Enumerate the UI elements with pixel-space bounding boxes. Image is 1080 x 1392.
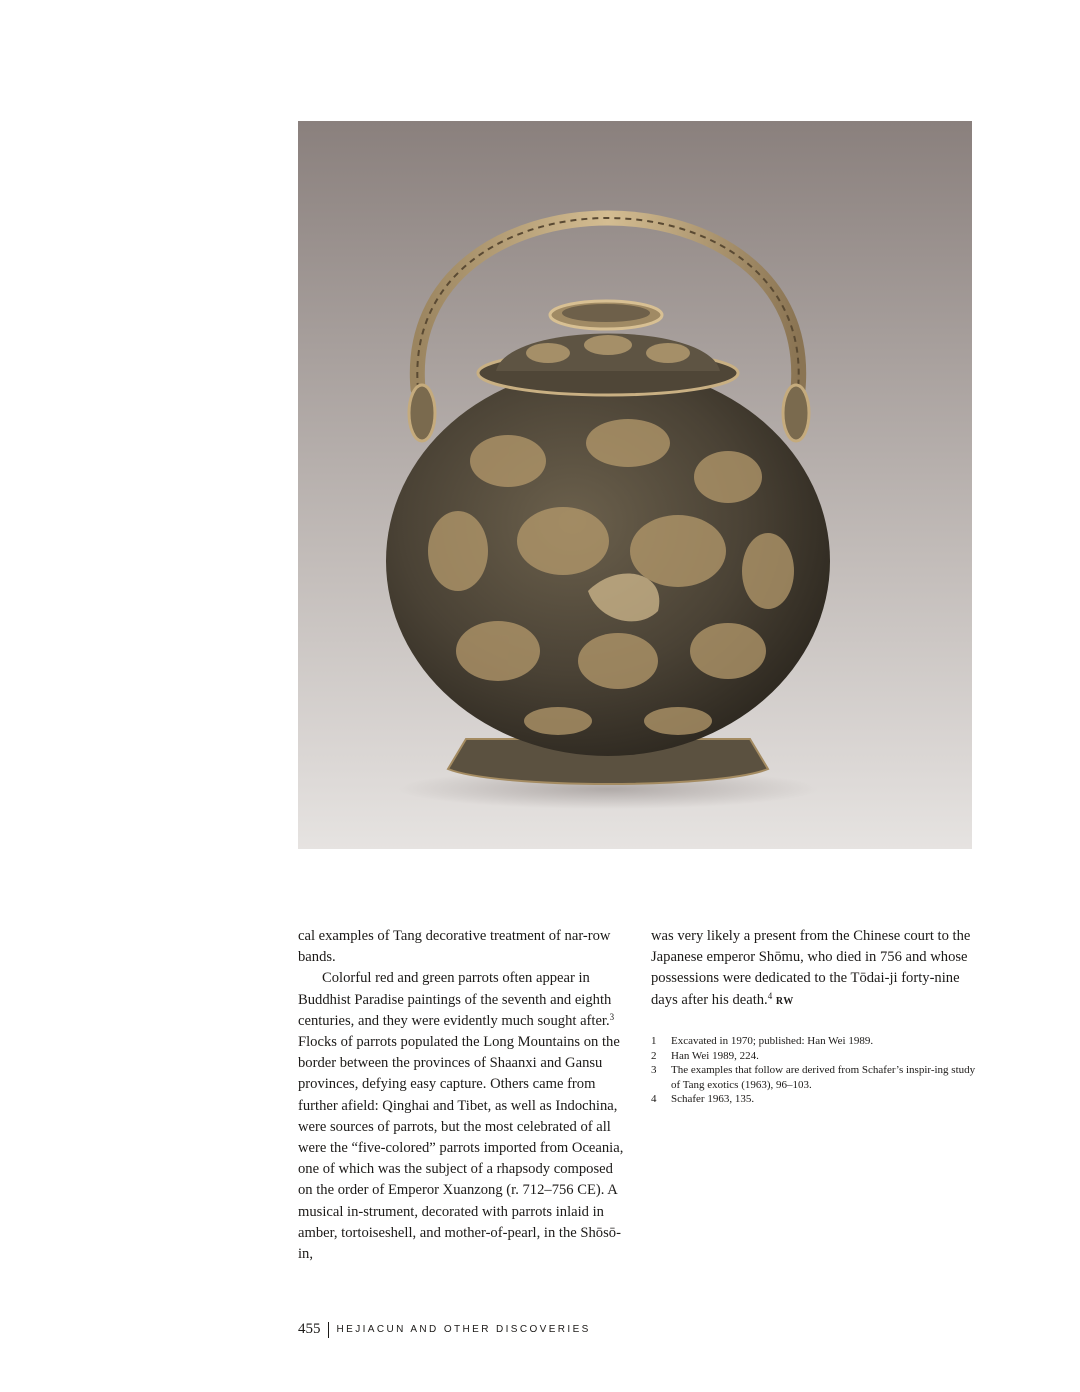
footnote-text: Schafer 1963, 135.: [671, 1093, 755, 1106]
footnote-item: [651, 1063, 977, 1092]
left-paragraph-2: [298, 968, 624, 1265]
jar-photograph: [298, 121, 972, 849]
footnote-item: [651, 1092, 977, 1107]
running-head: HEJIACUN AND OTHER DISCOVERIES: [336, 1324, 591, 1335]
author-signature: RW: [775, 995, 794, 1007]
footnote-number: 4: [651, 1093, 657, 1106]
footnote-item: [651, 1049, 977, 1064]
footnote-number: 3: [651, 1064, 657, 1077]
right-paragraph-1-text: was very likely a present from the Chinese court to the Japanese emperor Shōmu, who died in 756 and whose possessions were dedicated to the Tōdai-ji forty-nine days after his death.: [651, 928, 971, 1008]
footnote-item: [651, 1034, 977, 1049]
lid-knob-opening: [562, 304, 650, 322]
footnote-text: The examples that follow are derived from Schafer’s inspir-ing study of Tang exotics (1963), 96–103.: [671, 1064, 976, 1091]
left-paragraph-1: cal examples of Tang decorative treatment of nar-row bands.: [298, 928, 611, 966]
footnote-ref-4: 4: [767, 990, 773, 1001]
footnote-text: Excavated in 1970; published: Han Wei 1989.: [671, 1035, 874, 1047]
left-lug: [409, 385, 435, 441]
page-footer: [298, 1321, 591, 1338]
footnote-text: Han Wei 1989, 224.: [671, 1049, 759, 1062]
footnote-number: 2: [651, 1049, 657, 1062]
footnote-ref-3: 3: [609, 1011, 615, 1022]
footnotes-list: [651, 1034, 977, 1107]
footer-divider: [328, 1322, 329, 1338]
right-paragraph-1: [651, 926, 973, 1012]
left-paragraph-2-text-b: Flocks of parrots populated the Long Mountains on the border between the provinces of Shaanxi and Gansu provinces, defying easy capture. Others came from further afield: Qinghai and Tibet, as well as Indochina, were sources of parrots, but the most celebrated of all were the “five-colored” parrots imported from Oceania, one of which was the subject of a rhapsody composed on the order of Emperor Xuanzong (r. 712–756 CE). A musical in-strument, decorated with parrots inlaid in amber, tortoiseshell, and mother-of-pearl, in the Shōsō-in,: [298, 1034, 624, 1263]
jar-illustration: [298, 121, 972, 849]
right-lug: [783, 385, 809, 441]
left-paragraph-2-text-a: Colorful red and green parrots often appear in Buddhist Paradise paintings of the seventh and eighth centuries, and they were evidently much sought after.: [298, 970, 612, 1029]
page-number: 455: [298, 1321, 321, 1337]
right-text-column: [651, 926, 973, 1012]
left-text-column: [298, 926, 624, 1265]
footnote-number: 1: [651, 1035, 657, 1047]
